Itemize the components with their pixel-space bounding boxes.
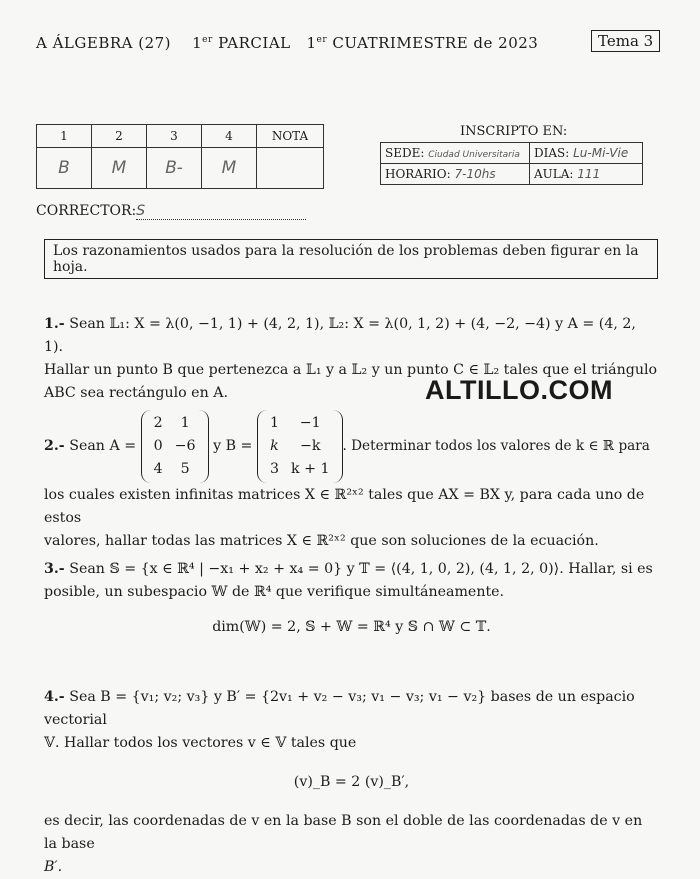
matrix-cell: −6 (174, 437, 196, 454)
sede-label: SEDE: (385, 146, 425, 160)
horario-cell (381, 164, 530, 185)
problem-text: posible, un subespacio 𝕎 de ℝ⁴ que verifique simultáneamente. (44, 584, 505, 600)
dias-label: DIAS: (534, 146, 570, 160)
parcial-number: 1 (192, 34, 203, 52)
subject-title: A ÁLGEBRA (27) (36, 34, 172, 52)
tema-box: Tema 3 (591, 30, 660, 52)
problem-number: 4.- (44, 689, 65, 705)
problem-number: 2.- (44, 437, 65, 454)
grade-value: M (92, 148, 147, 189)
grade-header: 3 (147, 125, 202, 148)
matrix-cell: −k (300, 437, 321, 454)
problem-text: es decir, las coordenadas de v en la base B son el doble de las coordenadas de v en la base (44, 813, 643, 852)
cuatrimestre-text: CUATRIMESTRE de 2023 (332, 34, 539, 52)
watermark: ALTILLO.COM (425, 375, 613, 405)
aula-cell (530, 164, 643, 185)
problem-text: Sean 𝕃₁: X = λ(0, −1, 1) + (4, 2, 1), 𝕃₂: X = λ(0, 1, 2) + (4, −2, −4) y A = (4, 2, 1). (44, 316, 636, 355)
problem-text: ABC sea rectángulo en A. (44, 385, 228, 401)
parcial-sup: er (202, 35, 213, 45)
cuat-number: 1 (306, 34, 317, 52)
matrix-cell: 1 (180, 414, 190, 431)
grade-header: NOTA (257, 125, 324, 148)
horario-value: 7-10hs (454, 167, 496, 181)
matrix-cell: k (270, 437, 279, 454)
matrix-cell: 2 (153, 414, 163, 431)
y-b-text: y B = (213, 437, 253, 454)
grade-header: 1 (37, 125, 92, 148)
matrix-cell: 5 (180, 460, 190, 477)
matrix-cell: 3 (269, 460, 279, 477)
matrix-cell: 4 (153, 460, 163, 477)
problem-text: B′. (44, 859, 63, 875)
problem-text: 𝕍. Hallar todos los vectores v ∈ 𝕍 tales que (44, 735, 357, 751)
grade-value: M (202, 148, 257, 189)
matrix-cell: 0 (153, 437, 163, 454)
corrector-label: CORRECTOR: (36, 203, 137, 219)
horario-label: HORARIO: (385, 167, 451, 181)
problem-text: valores, hallar todas las matrices X ∈ ℝ²ˣ² que son soluciones de la ecuación. (44, 533, 599, 549)
sede-cell (381, 143, 530, 164)
formula: (v)_B = 2 (v)_B′, (293, 774, 410, 790)
formula: dim(𝕎) = 2, 𝕊 + 𝕎 = ℝ⁴ y 𝕊 ∩ 𝕎 ⊂ 𝕋. (212, 619, 491, 635)
matrix-cell: −1 (299, 414, 321, 431)
problem-text: Sea B = {v₁; v₂; v₃} y B′ = {2v₁ + v₂ − v₃; v₁ − v₃; v₁ − v₂} bases de un espacio vectorial (44, 689, 635, 728)
grades-header-row (37, 125, 324, 148)
exam-header (36, 34, 538, 52)
matrix-a (141, 410, 209, 483)
problem-text: los cuales existen infinitas matrices X ∈ ℝ²ˣ² tales que AX = BX y, para cada uno de estos (44, 487, 645, 526)
problem-text: Hallar un punto B que pertenezca a 𝕃₁ y a 𝕃₂ y un punto C ∈ 𝕃₂ tales que el triángulo (44, 362, 658, 378)
problem-number: 3.- (44, 561, 65, 577)
grade-header: 2 (92, 125, 147, 148)
problem-3 (44, 558, 659, 639)
cuat-sup: er (316, 35, 328, 45)
matrix-cell: k + 1 (290, 460, 330, 477)
aula-label: AULA: (534, 167, 574, 181)
problem-text: Sean 𝕊 = {x ∈ ℝ⁴ | −x₁ + x₂ + x₄ = 0} y 𝕋 = ⟨(4, 1, 0, 2), (4, 1, 2, 0)⟩. Hallar, si es (69, 561, 653, 577)
problem-4 (44, 686, 659, 879)
instructions-notice: Los razonamientos usados para la resolución de los problemas deben figurar en la hoja. (44, 239, 658, 279)
grade-value: B- (147, 148, 202, 189)
inscripto-table (380, 142, 643, 185)
grade-value: B (37, 148, 92, 189)
matrix-cell: 1 (269, 414, 279, 431)
problem-2 (44, 408, 659, 553)
inscripto-title: INSCRIPTO EN: (460, 124, 568, 139)
grade-value (257, 148, 324, 189)
dias-value: Lu-Mi-Vie (573, 146, 629, 160)
dias-cell (530, 143, 643, 164)
grade-header: 4 (202, 125, 257, 148)
problem-number: 1.- (44, 316, 65, 332)
problem-text: . Determinar todos los valores de k ∈ ℝ para (342, 437, 650, 454)
aula-value: 111 (577, 167, 601, 181)
matrix-b (257, 410, 343, 483)
grades-value-row (37, 148, 324, 189)
corrector-value: S (136, 203, 306, 220)
sede-value: Ciudad Universitaria (428, 150, 520, 160)
grades-table (36, 124, 324, 189)
parcial-word: PARCIAL (218, 34, 291, 52)
corrector-line (36, 203, 306, 220)
sean-a-text: Sean A = (69, 437, 137, 454)
